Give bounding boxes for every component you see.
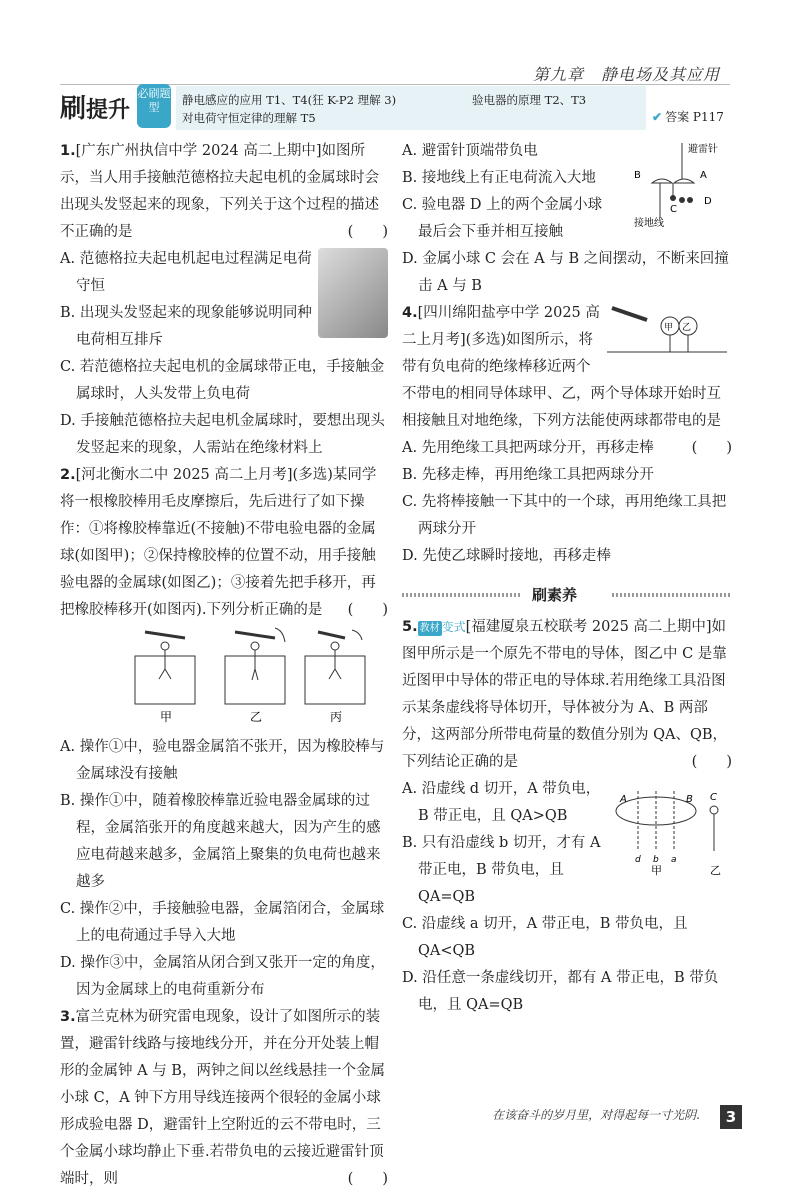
topic-box — [176, 86, 646, 130]
fig-label-jia: 甲 — [664, 323, 674, 333]
question-3-start — [60, 1004, 388, 1193]
chapter-title: 第九章 静电场及其应用 — [532, 65, 720, 84]
section-divider — [402, 582, 732, 606]
section-title-rest: 提升 — [86, 97, 131, 123]
variant-tag: 变式 — [441, 620, 466, 634]
fig-label-b-line: b — [653, 855, 659, 865]
option: B. 先移走棒，再用绝缘工具把两球分开 — [402, 467, 654, 483]
fig-label-ground: 接地线 — [634, 218, 664, 228]
topic-item: 静电感应的应用 T1、T4(狂 K-P2 理解 3) — [182, 93, 397, 107]
option: D. 手接触范德格拉夫起电机金属球时，要想出现头发竖起来的现象，人需站在绝缘材料上 — [60, 413, 385, 456]
question-1 — [60, 138, 388, 462]
fig-label-c: C — [710, 792, 717, 803]
option: C. 操作②中，手接触验电器，金属箔闭合，金属球上的电荷通过手导入大地 — [60, 901, 385, 944]
topic-item: 对电荷守恒定律的理解 T5 — [182, 111, 316, 125]
conductor-balls-figure — [602, 300, 732, 360]
fig-label-a: A — [700, 170, 707, 181]
section-label: 刷素养 — [532, 586, 578, 604]
option: B. 接地线上有正电荷流入大地 — [402, 170, 596, 186]
fig-label-b: B — [686, 794, 693, 805]
must-do-badge: 必刷题型 — [137, 84, 171, 128]
left-column — [60, 138, 388, 1193]
fig-label-c: C — [670, 204, 677, 215]
topic-item: 验电器的原理 T2、T3 — [472, 93, 587, 107]
question-stem: 富兰克林为研究雷电现象，设计了如图所示的装置，避雷针线路与接地线分开，并在分开处装上帽形的金属钟 A 与 B，两钟之间以丝线悬挂一个金属小球 C，A 钟下方用导线连接两个很轻的金属小球形成验电器 D，避雷针上空附近的云不带电时，三个金属小球均静止下垂.若带负电的云接近避雷针顶端时，则 — [60, 1009, 385, 1187]
electroscope-jia — [135, 632, 195, 724]
fig-label-jia: 甲 — [160, 710, 173, 724]
question-4 — [402, 300, 732, 570]
option: B. 只有沿虚线 b 切开，才有 A 带正电，B 带负电，且 QA=QB — [402, 835, 601, 905]
answer-paren: ( ) — [347, 602, 388, 618]
fig-label-bing: 丙 — [330, 710, 343, 724]
fig-label-yi: 乙 — [682, 323, 692, 333]
question-stem: [四川绵阳盐亭中学 2025 高二上月考](多选)如图所示，将带有负电荷的绝缘棒移近两个不带电的相同导体球甲、乙，两个导体球开始时互相接触且对地绝缘，下列方法能使两球都带电的是 — [402, 305, 721, 429]
answer-label: 答案 P117 — [665, 110, 724, 124]
question-5 — [402, 614, 732, 1019]
textbook-tag: 教材 — [419, 623, 440, 634]
section-title-brush: 刷 — [60, 94, 87, 124]
question-stem: [广东广州执信中学 2024 高二上期中]如图所示，当人用手接触范德格拉夫起电机的金属球时会出现头发竖起来的现象，下列关于这个过程的描述不正确的是 — [60, 143, 379, 240]
photo-girl-generator — [318, 248, 388, 338]
question-number: 1. — [60, 143, 76, 159]
option: A. 避雷针顶端带负电 — [402, 143, 538, 159]
question-number: 2. — [60, 467, 76, 483]
check-icon: ✔ — [652, 110, 663, 124]
question-number: 3. — [60, 1009, 76, 1025]
electroscope-yi — [225, 628, 285, 724]
question-2 — [60, 462, 388, 1004]
fig-label-a-line: a — [671, 855, 677, 865]
option: C. 沿虚线 a 切开，A 带正电，B 带负电，且 QA<QB — [402, 916, 688, 959]
fig-label-rod: 避雷针 — [688, 144, 718, 155]
option: D. 沿任意一条虚线切开，都有 A 带正电，B 带负电，且 QA=QB — [402, 970, 719, 1013]
footer-motto: 在该奋斗的岁月里，对得起每一寸光阴. — [492, 1108, 700, 1122]
fig-label-yi: 乙 — [710, 864, 721, 876]
option: B. 出现头发竖起来的现象能够说明同种电荷相互排斥 — [60, 305, 312, 348]
electroscope-figure — [60, 624, 388, 724]
lightning-rod-figure — [612, 138, 732, 228]
question-stem: [河北衡水二中 2025 高二上月考](多选)某同学将一根橡胶棒用毛皮摩擦后，先后进行了如下操作：①将橡胶棒靠近(不接触)不带电验电器的金属球(如图甲)；②保持橡胶棒的位置不动，用手接触验电器的金属球(如图乙)；③接着先把手移开，再把橡胶棒移开(如图丙).下列分析正确的是 — [60, 467, 377, 618]
option: C. 若范德格拉夫起电机的金属球带正电，手接触金属球时，人头发带上负电荷 — [60, 359, 385, 402]
question-number: 5. — [402, 619, 418, 635]
fig-label-a: A — [620, 794, 627, 805]
option: C. 先将棒接触一下其中的一个球，再用绝缘工具把两球分开 — [402, 494, 727, 537]
fig-label-d: D — [704, 196, 712, 207]
option: D. 操作③中，金属箔从闭合到又张开一定的角度，因为金属球上的电荷重新分布 — [60, 955, 385, 998]
option: A. 先用绝缘工具把两球分开，再移走棒 — [402, 440, 654, 456]
question-3-figure-options — [402, 138, 732, 300]
option: A. 操作①中，验电器金属箔不张开，因为橡胶棒与金属球没有接触 — [60, 739, 385, 782]
option: D. 金属小球 C 会在 A 与 B 之间摆动，不断来回撞击 A 与 B — [402, 251, 729, 294]
divider-bar — [402, 593, 522, 597]
option: D. 先使乙球瞬时接地，再移走棒 — [402, 548, 611, 564]
option: C. 验电器 D 上的两个金属小球最后会下垂并相互接触 — [402, 197, 603, 240]
answer-ref — [652, 108, 724, 125]
electroscope-bing — [305, 630, 365, 724]
fig-label-d: d — [635, 855, 641, 865]
cut-conductor-figure — [606, 776, 732, 876]
divider-bar — [612, 593, 732, 597]
answer-paren: ( ) — [347, 224, 388, 240]
section-title — [60, 88, 130, 125]
answer-paren: ( ) — [691, 440, 732, 456]
option: A. 沿虚线 d 切开，A 带负电，B 带正电，且 QA>QB — [402, 781, 601, 824]
question-stem: [福建厦泉五校联考 2025 高二上期中]如图甲所示是一个原先不带电的导体，图乙中 C 是靠近图甲中导体的带正电的导体球.若用绝缘工具沿图示某条虚线将导体切开，导体被分为 A、B 两部分，这两部分所带电荷量的数值分别为 QA、QB，下列结论正确的是 — [402, 619, 728, 770]
question-number: 4. — [402, 305, 418, 321]
page-number: 3 — [720, 1105, 742, 1129]
option: A. 范德格拉夫起电机起电过程满足电荷守恒 — [60, 251, 312, 294]
fig-label-yi: 乙 — [250, 710, 263, 724]
answer-paren: ( ) — [347, 1171, 388, 1187]
right-column — [402, 138, 732, 1019]
fig-label-jia: 甲 — [651, 864, 662, 876]
fig-label-b: B — [634, 170, 641, 181]
option: B. 操作①中，随着橡胶棒靠近验电器金属球的过程，金属箔张开的角度越来越大，因为产生的感应电荷越来越多，金属箔上聚集的负电荷也越来越多 — [60, 793, 381, 890]
answer-paren: ( ) — [691, 754, 732, 770]
